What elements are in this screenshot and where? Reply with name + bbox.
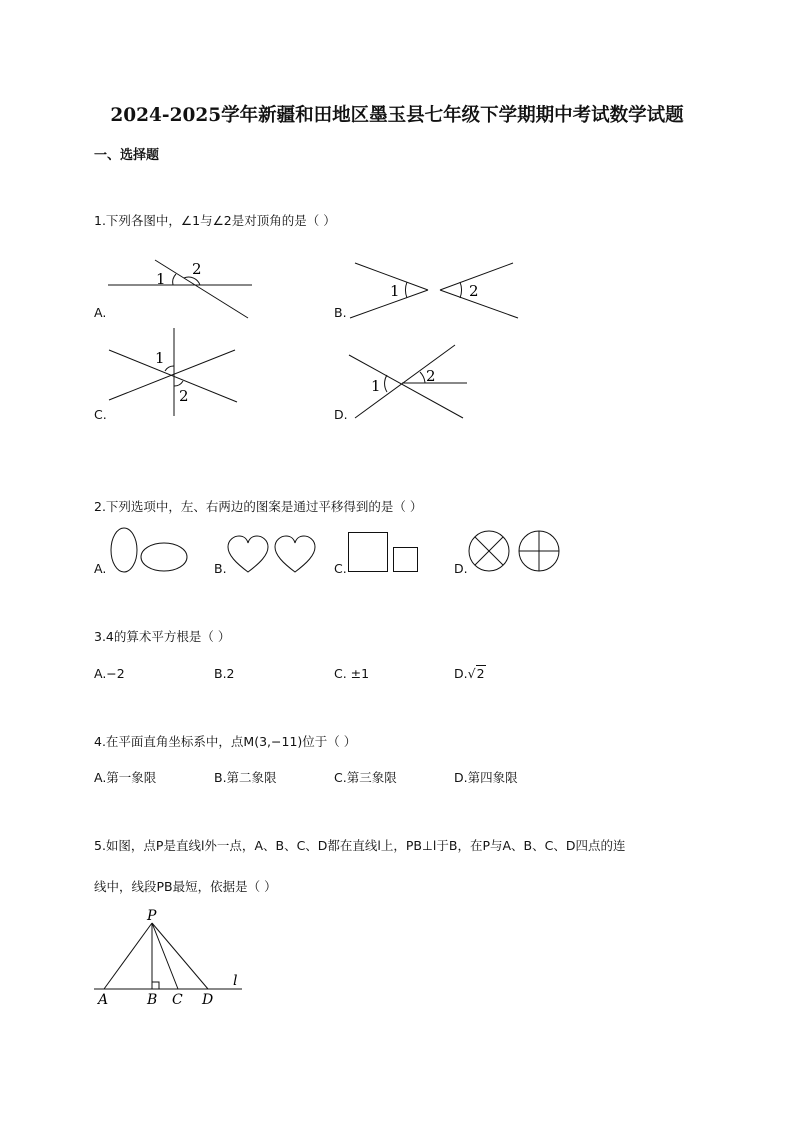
q3-option-d-radicand: 2: [476, 666, 485, 681]
q1-figure-b: [345, 258, 525, 323]
q4-option-d[interactable]: D.第四象限: [454, 770, 518, 785]
q4-option-b[interactable]: B.第二象限: [214, 770, 277, 785]
q1-option-a-label[interactable]: A.: [94, 305, 107, 320]
q3-option-a[interactable]: A.−2: [94, 666, 125, 681]
point-a-label: A: [98, 992, 109, 1008]
point-p-label: P: [147, 908, 157, 924]
question-1-stem: 1.下列各图中，∠1与∠2是对顶角的是（ ）: [94, 213, 336, 228]
q1d-angle-2-label: 2: [426, 367, 436, 385]
question-5-stem-line-2: 线中，线段PB最短，依据是（ ）: [94, 879, 277, 894]
q2-figure-b: [226, 535, 320, 577]
q3-option-d-prefix: D.: [454, 666, 468, 681]
question-4-stem: 4.在平面直角坐标系中，点M(3,−11)位于（ ）: [94, 734, 357, 749]
q1a-angle-1-label: 1: [156, 270, 166, 288]
q1-figure-c: [105, 326, 245, 418]
q1a-angle-2-label: 2: [192, 260, 202, 278]
q1-figure-d: [345, 340, 475, 420]
point-d-label: D: [202, 992, 214, 1008]
q1-option-c-label[interactable]: C.: [94, 407, 107, 422]
q1c-angle-2-label: 2: [179, 387, 189, 405]
q1-option-b-label[interactable]: B.: [334, 305, 347, 320]
question-2-stem: 2.下列选项中，左、右两边的图案是通过平移得到的是（ ）: [94, 499, 423, 514]
q1d-angle-1-label: 1: [371, 377, 381, 395]
q1-figure-a: [100, 250, 260, 325]
q4-option-a[interactable]: A.第一象限: [94, 770, 157, 785]
sqrt-symbol: √2: [467, 666, 485, 681]
q5-figure: [90, 905, 250, 1010]
q1b-angle-1-label: 1: [390, 282, 400, 300]
q2-figure-a: [108, 525, 192, 575]
point-c-label: C: [172, 992, 183, 1008]
q2-figure-c: [347, 531, 421, 575]
q2-option-d-label[interactable]: D.: [454, 561, 468, 576]
question-3-stem: 3.4的算术平方根是（ ）: [94, 629, 231, 644]
q1b-angle-2-label: 2: [469, 282, 479, 300]
q1-option-d-label[interactable]: D.: [334, 407, 348, 422]
q4-option-c[interactable]: C.第三象限: [334, 770, 397, 785]
q3-option-b[interactable]: B.2: [214, 666, 235, 681]
section-heading: 一、选择题: [94, 148, 160, 163]
q2-option-b-label[interactable]: B.: [214, 561, 227, 576]
q3-option-c[interactable]: C. ±1: [334, 666, 370, 681]
q2-figure-d: [467, 529, 563, 575]
q2-option-c-label[interactable]: C.: [334, 561, 347, 576]
question-5-stem-line-1: 5.如图，点P是直线l外一点，A、B、C、D都在直线l上，PB⊥l于B，在P与A、B、C、D四点的连: [94, 838, 626, 853]
q2-option-a-label[interactable]: A.: [94, 561, 107, 576]
q1c-angle-1-label: 1: [155, 349, 165, 367]
point-b-label: B: [147, 992, 158, 1008]
line-l-label: l: [233, 973, 238, 989]
q3-option-d[interactable]: [454, 666, 486, 681]
page-title: 2024-2025学年新疆和田地区墨玉县七年级下学期期中考试数学试题: [110, 105, 684, 126]
